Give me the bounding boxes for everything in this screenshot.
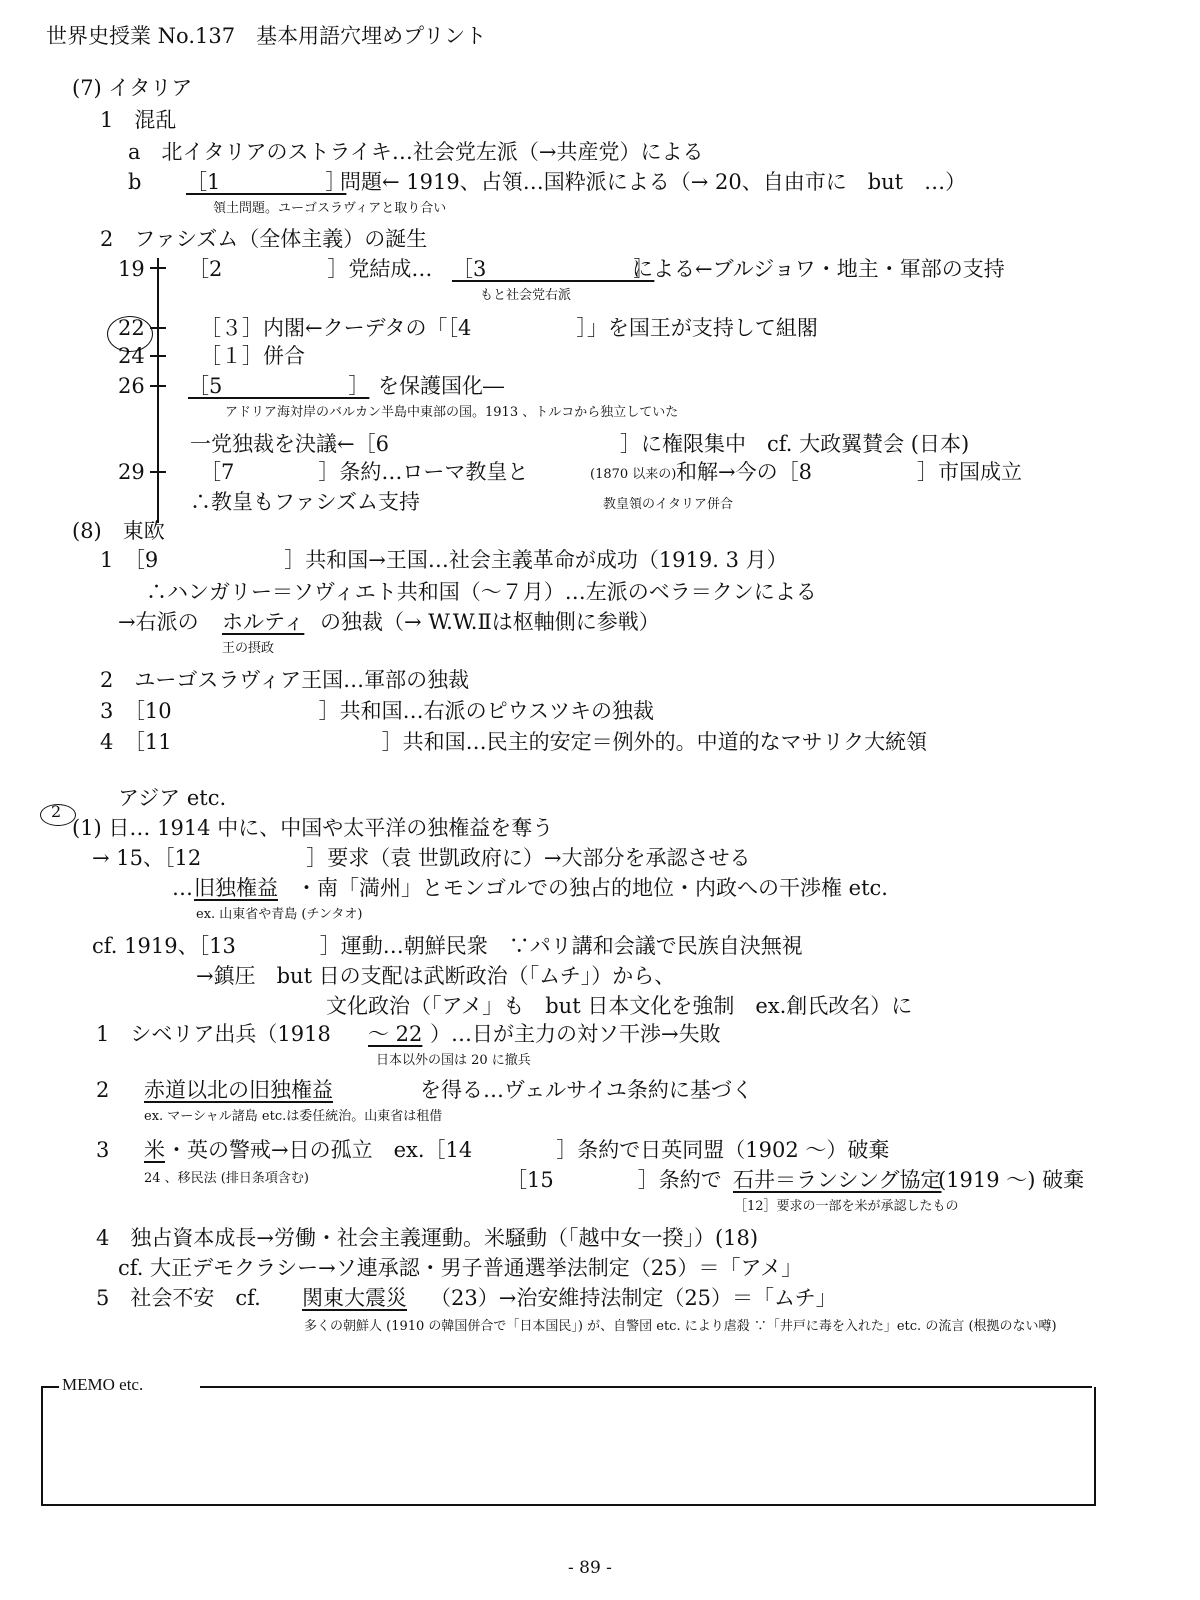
row-24: ［１］併合	[200, 344, 305, 368]
section-7-heading: (7) イタリア	[72, 76, 193, 100]
line-a1d: cf. 1919、［13 ］運動…朝鮮民衆 ∵パリ講和会議で民族自決無視	[92, 934, 803, 958]
note-regent: 王の摂政	[222, 641, 275, 656]
memo-label: MEMO etc.	[62, 1375, 144, 1394]
line-8-1: 1 ［9 ］共和国→王国…社会主義革命が成功（1919. 3 月）	[100, 548, 788, 572]
note-papal-states: 教皇領のイタリア併合	[603, 497, 734, 512]
year-24: 24	[118, 344, 145, 368]
blank-3: ［3 ］	[452, 257, 655, 281]
line-a1: (1) 日… 1914 中に、中国や太平洋の独権益を奪う	[72, 816, 554, 840]
year-29: 29	[118, 460, 145, 484]
line-7-2: 2 ファシズム（全体主義）の誕生	[100, 227, 428, 251]
line-b3b: (1919 ～) 破棄	[938, 1168, 1085, 1192]
note-territory: 領土問題。ユーゴスラヴィアと取り合い	[213, 201, 447, 216]
memo-box	[41, 1387, 1096, 1506]
note-immigration: 24 、移民法 (排日条項含む)	[144, 1171, 309, 1186]
line-8-1c-prefix: →右派の	[118, 610, 199, 634]
note-withdrawal: 日本以外の国は 20 に撤兵	[376, 1053, 531, 1068]
timeline-tick-19	[150, 267, 166, 269]
line-b2-number: 2	[96, 1078, 110, 1102]
line-8-2: 2 ユーゴスラヴィア王国…軍部の独裁	[100, 668, 470, 692]
year-22: 22	[118, 316, 145, 340]
row-19: ［2 ］党結成…	[188, 257, 433, 281]
term-great-kanto-earthquake: 関東大震災	[302, 1286, 407, 1310]
page-header: 世界史授業 No.137 基本用語穴埋めプリント	[46, 24, 487, 48]
note-socialist-right: もと社会党右派	[480, 288, 572, 303]
section-8-heading: (8) 東欧	[72, 519, 165, 543]
line-b4b: cf. 大正デモクラシー→ソ連承認・男子普通選挙法制定（25）＝「アメ」	[118, 1256, 803, 1280]
line-b4: 4 独占資本成長→労働・社会主義運動。米騒動（「越中女一揆」）(18)	[96, 1226, 759, 1250]
term-1918-22: ～ 22	[368, 1022, 423, 1046]
line-b3b-prefix: ［15 ］条約で	[506, 1168, 722, 1192]
note-albania: アドリア海対岸のバルカン半島中東部の国。1913 、トルコから独立していた	[225, 405, 679, 420]
line-8-4: 4 ［11 ］共和国…民主的安定＝例外的。中道的なマサリク大統領	[100, 730, 928, 754]
note-shandong: ex. 山東省や青島 (チンタオ)	[196, 907, 363, 922]
note-12-approval: ［12］要求の一部を米が承認したもの	[734, 1199, 959, 1214]
row-26: を保護国化―	[378, 374, 504, 398]
timeline-tick-26	[150, 385, 166, 387]
note-since-1870: (1870 以来の)	[590, 467, 677, 482]
section-2-heading: アジア etc.	[118, 786, 227, 810]
term-usa: 米	[144, 1138, 165, 1162]
page-number: - 89 -	[568, 1558, 612, 1578]
row-19-support: による←ブルジョワ・地主・軍部の支持	[632, 257, 1005, 281]
blank-1: ［1 ］	[186, 170, 347, 194]
line-7-1b: 問題← 1919、占領…国粋派による（→ 20、自由市に but …）	[340, 170, 967, 194]
line-b3-number: 3	[96, 1138, 110, 1162]
line-a1c-prefix: …	[172, 876, 193, 900]
note-massacre: 多くの朝鮮人 (1910 の韓国併合で「日本国民」) が、自警団 etc. により虐殺 ∵「井戸に毒を入れた」etc. の流言 (根拠のない噂)	[304, 1319, 1057, 1334]
year-19: 19	[118, 257, 145, 281]
line-b1: ）…日が主力の対ソ干渉→失敗	[430, 1022, 721, 1046]
row-29: ［7 ］条約…ローマ教皇と	[200, 460, 529, 484]
line-8-3: 3 ［10 ］共和国…右派のピウスツキの独裁	[100, 699, 654, 723]
line-7-1b-label: b	[128, 170, 142, 194]
line-a1f: 文化政治（「アメ」も but 日本文化を強制 ex.創氏改名）に	[326, 994, 913, 1018]
line-a1b: → 15、［12 ］要求（袁 世凱政府に）→大部分を承認させる	[92, 846, 751, 870]
row-29-vatican: 和解→今の［8 ］市国成立	[676, 460, 1022, 484]
note-marshall: ex. マーシャル諸島 etc.は委任統治。山東省は租借	[144, 1109, 443, 1124]
term-ishii-lansing: 石井＝ランシング協定	[733, 1168, 942, 1192]
line-b3: ・英の警戒→日の孤立 ex.［14 ］条約で日英同盟（1902 ～）破棄	[166, 1138, 890, 1162]
line-7-1a: a 北イタリアのストライキ…社会党左派（→共産党）による	[128, 140, 704, 164]
timeline-tick-22	[150, 327, 166, 329]
row-29-pope: ∴教皇もファシズム支持	[190, 490, 420, 514]
term-north-equator: 赤道以北の旧独権益	[144, 1078, 333, 1102]
timeline-tick-24	[150, 355, 166, 357]
line-8-1b: ∴ハンガリー＝ソヴィエト共和国（～７月）…左派のベラ＝クンによる	[146, 580, 817, 604]
line-b2: を得る…ヴェルサイユ条約に基づく	[420, 1078, 753, 1102]
row-26-dictatorship: 一党独裁を決議←［6 ］に権限集中 cf. 大政翼賛会 (日本)	[190, 432, 970, 456]
row-22: ［３］内閣←クーデタの「［4 ］」を国王が支持して組閣	[200, 316, 818, 340]
line-b5-prefix: 5 社会不安 cf.	[96, 1286, 261, 1310]
section-2-number: 2	[51, 802, 62, 821]
line-b1-prefix: 1 シベリア出兵（1918	[96, 1022, 331, 1046]
term-old-german-rights: 旧独権益	[194, 876, 278, 900]
timeline-line	[157, 258, 159, 523]
line-a1c: ・南「満州」とモンゴルでの独占的地位・内政への干渉権 etc.	[296, 876, 888, 900]
year-26: 26	[118, 374, 145, 398]
line-7-1: 1 混乱	[100, 108, 177, 132]
line-8-1c: の独裁（→ W.W.Ⅱは枢軸側に参戦）	[320, 610, 660, 634]
line-b5: （23）→治安維持法制定（25）＝「ムチ」	[430, 1286, 837, 1310]
blank-5: ［5 ］	[188, 374, 370, 398]
line-a1e: →鎮圧 but 日の支配は武断政治（「ムチ」）から、	[196, 964, 676, 988]
timeline-tick-29	[150, 471, 166, 473]
term-horthy: ホルティ	[222, 610, 305, 634]
